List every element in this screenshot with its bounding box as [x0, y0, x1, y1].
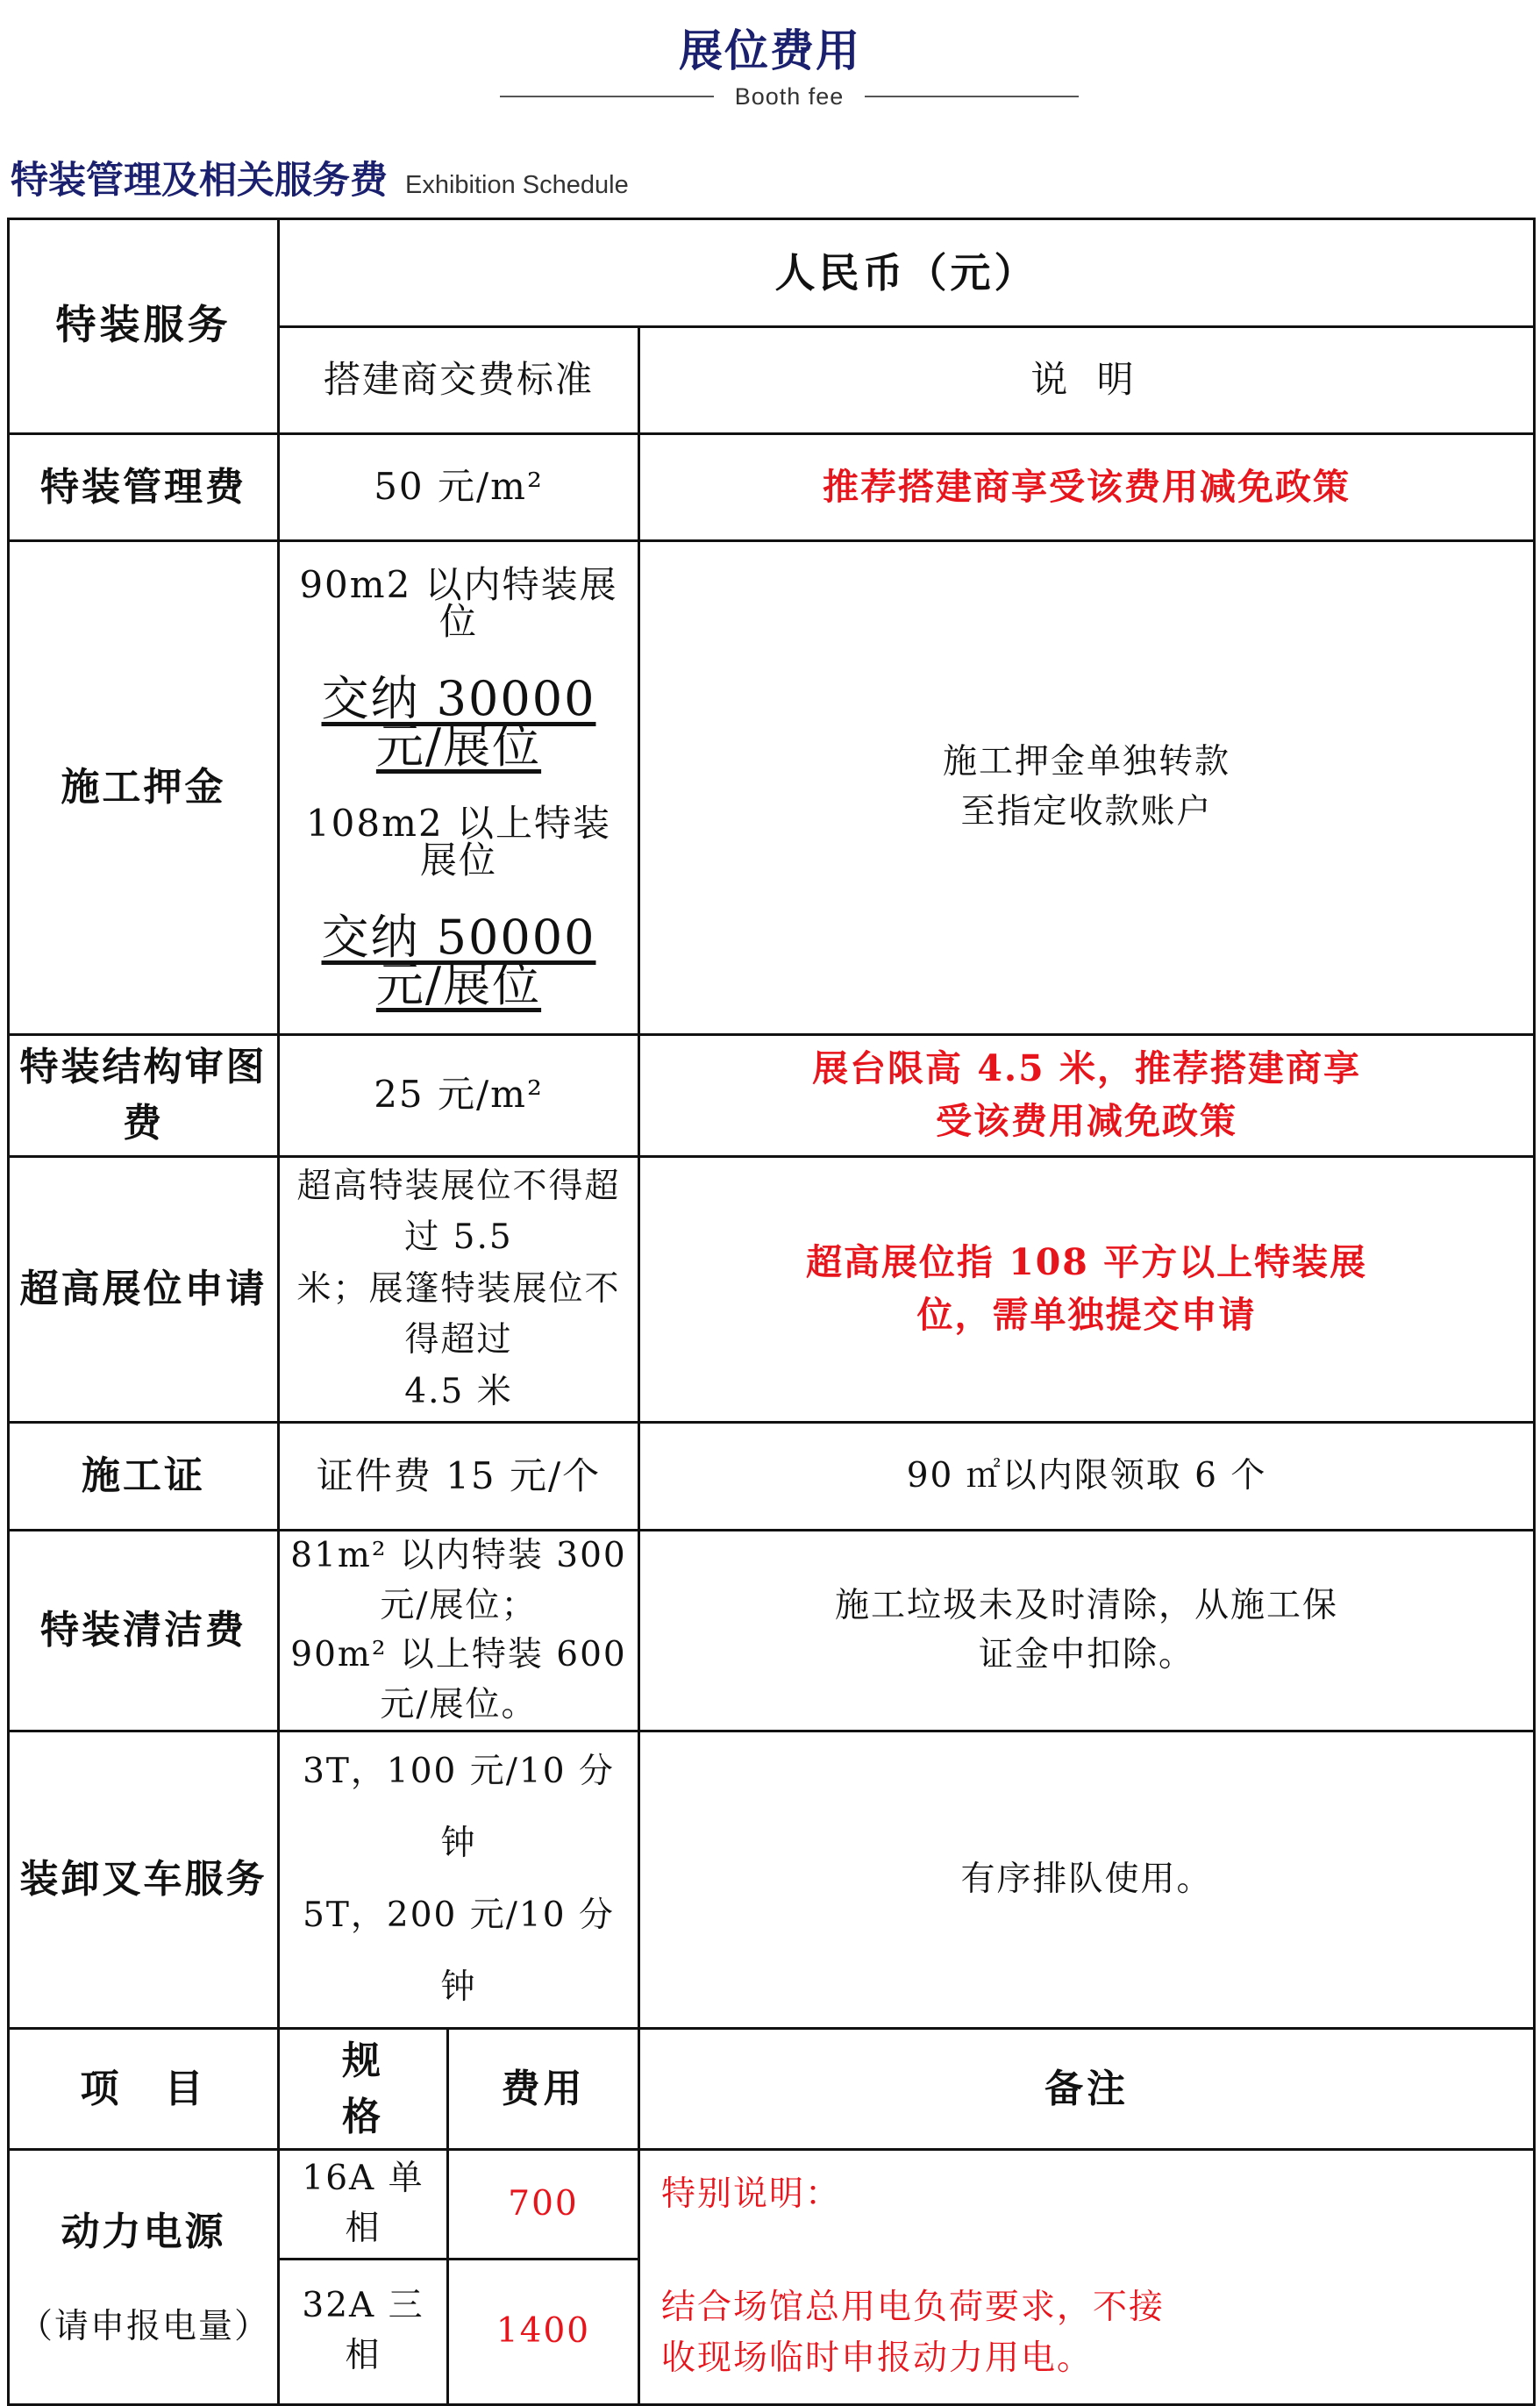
- section-heading: [11, 151, 629, 203]
- row-value: [279, 434, 639, 541]
- row-label: 施工证: [9, 1423, 279, 1531]
- row-note: [639, 1035, 1535, 1157]
- power-spec: 32A 三相: [279, 2259, 448, 2404]
- table-header-row: [9, 219, 1535, 327]
- note-line: 证金中扣除。: [979, 1635, 1195, 1675]
- value-line: 证件费 15 元/个: [316, 1453, 602, 1497]
- page-header: [0, 0, 1540, 123]
- row-note: [639, 1156, 1535, 1423]
- value-line: 3T，100 元/10 分钟: [303, 1752, 615, 1864]
- table-row: [9, 1731, 1535, 2029]
- power-header-row: [9, 2028, 1535, 2150]
- note-line: 推荐搭建商享受该费用减免政策: [823, 465, 1351, 508]
- note-line: 90 ㎡以内限领取 6 个: [906, 1455, 1267, 1496]
- row-label: 施工押金: [9, 541, 279, 1035]
- value-line: 超高特装展位不得超过 5.5: [296, 1166, 621, 1258]
- row-note: [639, 1423, 1535, 1531]
- power-remark-line: 结合场馆总用电负荷要求，不接: [661, 2287, 1166, 2327]
- table-row: [9, 541, 1535, 1035]
- section-title: 特装管理及相关服务费: [11, 159, 388, 203]
- note-line: 展台限高 4.5 米，推荐搭建商享: [812, 1047, 1361, 1090]
- value-line: 4.5 米: [404, 1371, 513, 1411]
- fee-table: [7, 218, 1536, 2406]
- table-row: [9, 1531, 1535, 1731]
- power-label: 动力电源: [61, 2210, 226, 2255]
- power-label-cell: [9, 2150, 279, 2404]
- divider-right: [865, 96, 1079, 97]
- table-row: [9, 1423, 1535, 1531]
- power-header-item: 项 目: [9, 2028, 279, 2150]
- row-label: 装卸叉车服务: [9, 1731, 279, 2029]
- table-row: [9, 1156, 1535, 1423]
- note-line: 位，需单独提交申请: [916, 1293, 1257, 1336]
- divider-left: [500, 96, 714, 97]
- page-title: 展位费用: [679, 25, 861, 76]
- page-subtitle: Booth fee: [734, 82, 845, 110]
- power-header-fee: 费用: [448, 2028, 639, 2150]
- power-fee: 1400: [448, 2259, 639, 2404]
- value-line: 25 元/m²: [374, 1073, 544, 1117]
- subtitle-row: [500, 79, 1079, 114]
- power-remark-title: 特别说明：: [661, 2174, 842, 2215]
- row-value: [279, 541, 639, 1035]
- row-value: [279, 1731, 639, 2029]
- row-label: 特装结构审图费: [9, 1035, 279, 1157]
- section-subtitle: Exhibition Schedule: [405, 171, 629, 199]
- row-note: [639, 434, 1535, 541]
- row-value: [279, 1423, 639, 1531]
- power-row: [9, 2150, 1535, 2259]
- note-line: 至指定收款账户: [960, 792, 1213, 832]
- value-line: 交纳 50000 元/展位: [321, 910, 596, 1012]
- note-line: 超高展位指 108 平方以上特装展: [805, 1241, 1368, 1284]
- note-line: 施工押金单独转款: [943, 742, 1231, 782]
- header-service: 特装服务: [9, 219, 279, 434]
- power-remark: [639, 2150, 1535, 2404]
- power-header-spec: 规 格: [279, 2028, 448, 2150]
- row-note: [639, 1731, 1535, 2029]
- power-header-remark: 备注: [639, 2028, 1535, 2150]
- note-line: 有序排队使用。: [960, 1859, 1213, 1899]
- row-note: [639, 1531, 1535, 1731]
- note-line: 施工垃圾未及时清除，从施工保: [835, 1585, 1339, 1625]
- value-line: 50 元/m²: [374, 465, 544, 509]
- row-label: 特装管理费: [9, 434, 279, 541]
- row-value: [279, 1035, 639, 1157]
- power-spec: 16A 单相: [279, 2150, 448, 2259]
- row-value: [279, 1156, 639, 1423]
- power-label-note: （请申报电量）: [18, 2307, 271, 2347]
- note-line: 受该费用减免政策: [936, 1099, 1238, 1142]
- table-row: [9, 1035, 1535, 1157]
- value-line: 90m2 以内特装展位: [299, 563, 618, 643]
- header-currency: 人民币（元）: [279, 219, 1535, 327]
- power-remark-line: 收现场临时申报动力用电。: [661, 2338, 1094, 2379]
- header-standard: 搭建商交费标准: [279, 327, 639, 434]
- row-note: [639, 541, 1535, 1035]
- value-line: 交纳 30000 元/展位: [321, 671, 596, 774]
- value-line: 米；展篷特装展位不得超过: [296, 1268, 621, 1360]
- value-line: 90m² 以上特装 600 元/展位。: [290, 1635, 627, 1724]
- value-line: 5T，200 元/10 分钟: [303, 1896, 615, 2007]
- header-desc: 说 明: [639, 327, 1535, 434]
- value-line: 108m2 以上特装展位: [305, 802, 612, 882]
- power-fee: 700: [448, 2150, 639, 2259]
- row-label: 超高展位申请: [9, 1156, 279, 1423]
- table-row: [9, 434, 1535, 541]
- row-label: 特装清洁费: [9, 1531, 279, 1731]
- value-line: 81m² 以内特装 300 元/展位；: [290, 1536, 627, 1625]
- row-value: [279, 1531, 639, 1731]
